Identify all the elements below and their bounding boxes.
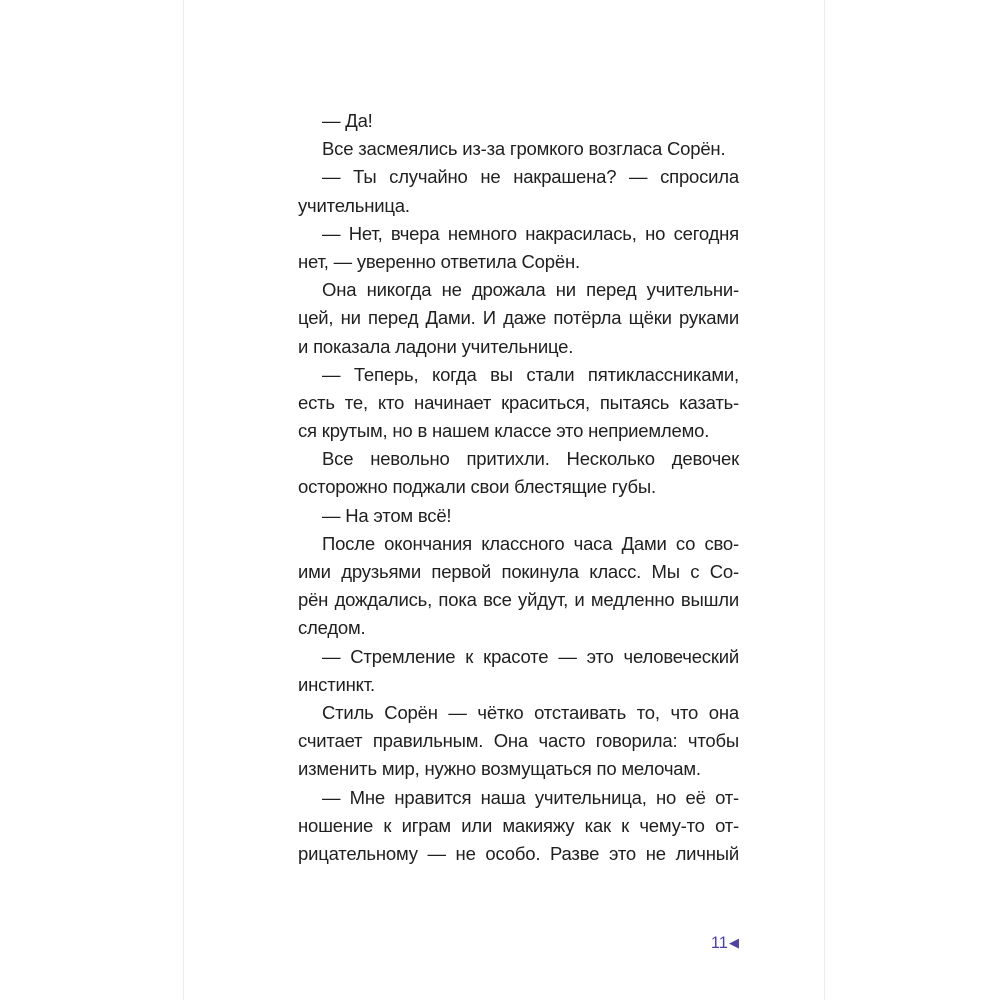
paragraph	[298, 276, 739, 361]
text-line: есть те, кто начинает краситься, пытаясь казать-	[298, 391, 739, 413]
text-line: — Нет, вчера немного накрасилась, но сегодня	[322, 222, 739, 244]
paragraph	[298, 220, 739, 276]
text-line: осторожно поджали свои блестящие губы.	[298, 476, 656, 498]
paragraph	[298, 361, 739, 446]
paragraph	[298, 445, 739, 501]
text-line: Она никогда не дрожала ни перед учительни-	[322, 279, 739, 301]
text-line: изменить мир, нужно возмущаться по мелочам.	[298, 758, 701, 780]
text-line: Стиль Сорён — чётко отстаивать то, что она	[322, 701, 739, 723]
paragraph	[298, 135, 739, 163]
page-number	[698, 934, 739, 952]
text-line: Все засмеялись из-за громкого возгласа Сорён.	[322, 138, 726, 160]
text-line: и показала ладони учительнице.	[298, 335, 574, 357]
text-line: нет, — уверенно ответила Сорён.	[298, 250, 580, 272]
paragraph	[298, 502, 739, 530]
text-line: — Стремление к красоте — это человеческий	[322, 645, 739, 667]
text-block	[298, 107, 739, 868]
text-line: считает правильным. Она часто говорила: чтобы	[298, 730, 739, 752]
text-line: После окончания классного часа Дами со сво-	[322, 532, 739, 554]
text-line: цей, ни перед Дами. И даже потёрла щёки руками	[298, 307, 739, 329]
text-line: — Ты случайно не накрашена? — спросила	[322, 166, 739, 188]
paragraph	[298, 530, 739, 643]
text-line: — На этом всё!	[322, 504, 452, 526]
text-line: Все невольно притихли. Несколько девочек	[322, 448, 739, 470]
paragraph	[298, 784, 739, 869]
text-line: учительница.	[298, 194, 410, 216]
paragraph	[298, 163, 739, 219]
text-line: — Мне нравится наша учительница, но её от-	[322, 786, 739, 808]
folio-arrow-icon: ◀	[729, 935, 739, 950]
paragraph	[298, 107, 739, 135]
text-line: ся крутым, но в нашем классе это неприемлемо.	[298, 420, 710, 442]
text-line: — Да!	[322, 110, 373, 131]
text-line: ношение к играм или макияжу как к чему-то от-	[298, 814, 739, 836]
paragraph	[298, 643, 739, 699]
text-line: следом.	[298, 617, 366, 639]
text-line: — Теперь, когда вы стали пятиклассниками,	[322, 363, 739, 385]
text-line: рён дождались, пока все уйдут, и медленно вышли	[298, 589, 739, 611]
text-line: инстинкт.	[298, 673, 375, 695]
text-line: ими друзьями первой покинула класс. Мы с Со-	[298, 561, 739, 582]
paragraph	[298, 699, 739, 784]
page-number-value: 11	[710, 934, 728, 952]
book-page	[183, 0, 825, 1000]
text-line: рицательному — не особо. Разве это не личный	[298, 842, 739, 864]
